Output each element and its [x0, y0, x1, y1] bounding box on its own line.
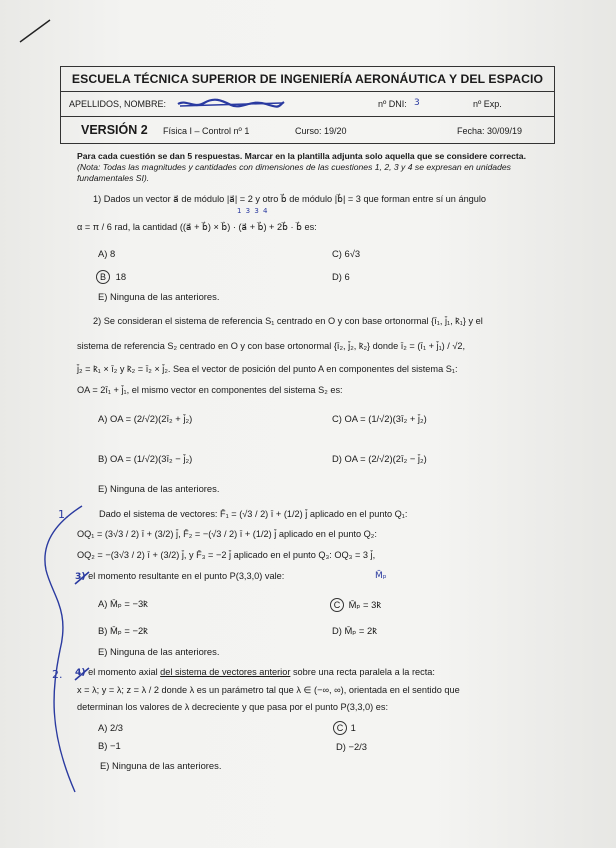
strike-mark-icon-2: [73, 666, 91, 682]
q4-option-e[interactable]: E) Ninguna de las anteriores.: [100, 760, 222, 771]
course-label: Física I – Control nº 1: [163, 126, 250, 136]
scribbled-name-icon: [176, 97, 286, 111]
school-title: ESCUELA TÉCNICA SUPERIOR DE INGENIERÍA AERONÁUTICA Y DEL ESPACIO: [61, 67, 554, 92]
q1-option-e[interactable]: E) Ninguna de las anteriores.: [98, 291, 220, 302]
handwritten-bracket-icon: [30, 500, 90, 800]
q1-line1: 1) Dados un vector a⃗ de módulo |a⃗| = 2 y otro b⃗ de módulo |b⃗| = 3 que forman entre sí un ángulo: [93, 194, 487, 204]
q2-line4: OA = 2ī₁ + j̄₁, el mismo vector en componentes del sistema S₂ es:: [77, 385, 343, 395]
q2-line3: j̄₂ = k̄₁ × ī₂ y k̄₂ = ī₂ × j̄₂. Sea el vector de posición del punto A en componentes del sistema S₁:: [77, 364, 458, 374]
q1-option-c[interactable]: C) 6√3: [332, 248, 361, 259]
instructions-note: (Nota: Todas las magnitudes y cantidades con dimensiones de las cuestiones 1, 2, 3 y 4 se expresan en unidades fundamentales SI).: [77, 162, 511, 183]
q4-option-d[interactable]: D) −2/3: [336, 741, 368, 752]
strike-mark-icon: [73, 570, 91, 586]
curso-label: Curso: 19/20: [295, 126, 347, 136]
exp-label: nº Exp.: [473, 99, 502, 109]
apellidos-label: APELLIDOS, NOMBRE:: [69, 99, 167, 109]
q4-option-a[interactable]: A) 2/3: [98, 722, 124, 733]
q3-option-b[interactable]: B) M̄ₚ = −2k̄: [98, 625, 148, 636]
q1-line2: α = π / 6 rad, la cantidad ((a⃗ + b⃗) × b⃗) · (a⃗ + b⃗) + 2b⃗ · b⃗ es:: [77, 222, 317, 232]
q2-line2: sistema de referencia S₂ centrado en O y con base ortonormal {ī₂, j̄₂, k̄₂} donde ī₂ = (ī₁ + j̄₁) / √2,: [77, 341, 466, 351]
q4-option-c-value: 1: [350, 722, 356, 733]
q1-circled-letter: B: [96, 270, 110, 284]
q4-circled-letter: C: [333, 721, 347, 735]
q2-option-d[interactable]: D) OA = (2/√2)(2ī₂ − j̄₂): [332, 453, 427, 464]
handwritten-tiny-note: 1 3 3 4: [237, 207, 269, 215]
q2-option-b[interactable]: B) OA = (1/√2)(3ī₂ − j̄₂): [98, 453, 193, 464]
exam-header: [60, 66, 555, 144]
handwritten-number-2: 2.: [52, 668, 63, 681]
version-row: [61, 117, 554, 143]
q3-option-a[interactable]: A) M̄ₚ = −3k̄: [98, 598, 148, 609]
q3-option-c-value: M̄ₚ = 3k̄: [348, 599, 382, 610]
fecha-label: Fecha: 30/09/19: [457, 126, 523, 136]
dni-value: 3: [414, 98, 420, 108]
q4-line1-underlined: del sistema de vectores anterior: [160, 667, 291, 677]
q4-line1-end: sobre una recta paralela a la recta:: [290, 667, 435, 677]
pen-stroke-icon: [18, 18, 52, 44]
q4-line3: determinan los valores de λ decreciente y que pasa por el punto P(3,3,0) es:: [77, 702, 389, 712]
q4-option-b[interactable]: B) −1: [98, 740, 121, 751]
q3-label: el momento resultante en el punto P(3,3,0) vale:: [88, 571, 285, 581]
intro3-line2: OQ₁ = (3√3 / 2) ī + (3/2) j̄, F̄₂ = −(√3 / 2) ī + (1/2) j̄ aplicado en el punto Q₂:: [77, 529, 377, 539]
q1-option-d[interactable]: D) 6: [332, 271, 350, 282]
q3-stem: [75, 571, 284, 582]
student-row: [61, 92, 554, 117]
intro3-line3: OQ₂ = −(3√3 / 2) ī + (3/2) j̄, y F̄₃ = −2 j̄ aplicado en el punto Q₃: OQ₃ = 3 j̄,: [77, 550, 376, 560]
handwritten-number-1: 1.: [58, 508, 69, 521]
q4-line1: [75, 667, 435, 678]
q3-option-e[interactable]: E) Ninguna de las anteriores.: [98, 646, 220, 657]
version-label: VERSIÓN 2: [81, 123, 148, 137]
q3-handwritten-mp: M̄ₚ: [375, 571, 387, 581]
instructions-bold: Para cada cuestión se dan 5 respuestas. Marcar en la plantilla adjunta solo aquella que se considere correcta.: [77, 151, 526, 161]
q1-option-a[interactable]: A) 8: [98, 248, 116, 259]
q3-option-d[interactable]: D) M̄ₚ = 2k̄: [332, 625, 377, 636]
q2-option-e[interactable]: E) Ninguna de las anteriores.: [98, 483, 220, 494]
q3-circled-letter: C: [330, 598, 344, 612]
q1-option-b[interactable]: [96, 270, 126, 284]
q4-struck-number: 4): [75, 667, 86, 678]
intro3-line1: Dado el sistema de vectores: F̄₁ = (√3 / 2) ī + (1/2) j̄ aplicado en el punto Q₁:: [99, 509, 408, 519]
q3-struck-number: 3): [75, 571, 86, 582]
q4-option-c[interactable]: [333, 721, 356, 735]
q2-option-a[interactable]: A) OA = (2/√2)(2ī₂ + j̄₂): [98, 413, 193, 424]
q2-option-c[interactable]: C) OA = (1/√2)(3ī₂ + j̄₂): [332, 413, 427, 424]
q3-option-c[interactable]: [330, 598, 381, 612]
q4-line1-start: el momento axial: [88, 667, 161, 677]
instructions: [77, 151, 547, 184]
q1-option-b-value: 18: [115, 271, 127, 282]
q4-line2: x = λ; y = λ; z = λ / 2 donde λ es un parámetro tal que λ ∈ (−∞, ∞), orientada en el sentido que: [77, 685, 460, 695]
dni-label: nº DNI:: [378, 99, 407, 109]
q2-line1: 2) Se consideran el sistema de referencia S₁ centrado en O y con base ortonormal {ī₁, j̄₁, k̄₁} y el: [93, 316, 483, 326]
